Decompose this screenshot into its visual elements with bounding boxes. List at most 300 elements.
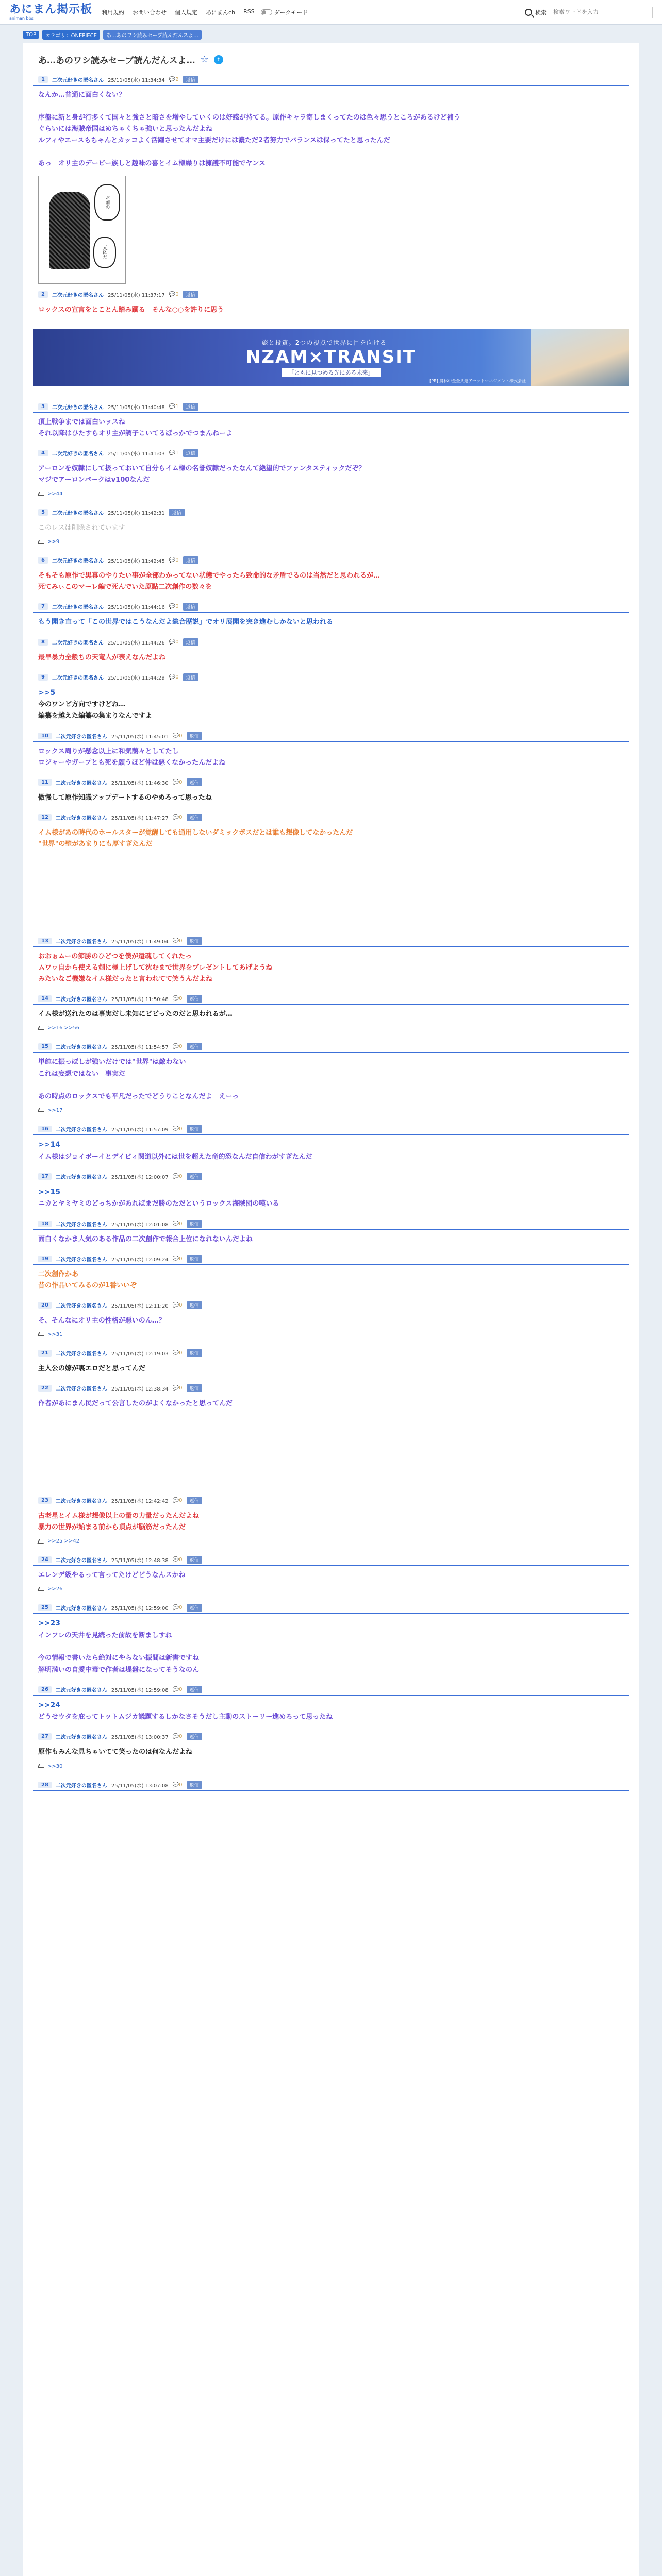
post-number[interactable]: 19 <box>38 1256 52 1262</box>
reply-arrow-icon <box>38 540 45 544</box>
post-number[interactable]: 9 <box>38 674 48 681</box>
post-line: マジでアーロンパークはv100なんだ <box>38 476 150 484</box>
search-input[interactable] <box>550 7 653 18</box>
anchor-link[interactable]: >>14 <box>38 1140 60 1149</box>
poster-name: 二次元好きの匿名さん <box>55 1257 107 1263</box>
post-body <box>33 1791 629 1798</box>
post-date: 25/11/05(水) 11:45:01 <box>111 734 169 740</box>
post-line: それ以降はひたすらオリ主が調子こいてるばっかでつまんねーよ <box>38 429 233 437</box>
manga-image[interactable] <box>38 176 126 284</box>
post <box>33 1554 629 1597</box>
comment-count[interactable]: 💬0 <box>172 1498 183 1504</box>
ad-space <box>33 1418 629 1495</box>
post-body <box>33 742 629 772</box>
post-line: イム様が送れたのは事実だし未知にビビったのだと思われるが… <box>38 1010 233 1019</box>
post-line: 作者があにまん民だって公言したのがよくなかったと思ってんだ <box>38 1400 233 1408</box>
post-number[interactable]: 28 <box>38 1782 52 1788</box>
post-body <box>33 300 629 319</box>
twitter-share-icon[interactable]: t <box>214 55 223 64</box>
ad-photo <box>531 329 629 386</box>
reply-button[interactable]: 返信 <box>183 556 198 564</box>
reply-links[interactable] <box>33 1584 629 1597</box>
post-body <box>33 1614 629 1679</box>
post-date: 25/11/05(水) 13:00:37 <box>111 1735 169 1741</box>
post <box>33 1383 629 1413</box>
post-line: 暴力の世界が始まる前から頂点が脳筋だったんだ <box>38 1523 186 1532</box>
poster-name: 二次元好きの匿名さん <box>52 78 104 83</box>
post-line: ロックス周りが懸念以上に和気藹々としてたし <box>38 747 179 755</box>
search-icon[interactable] <box>525 9 532 16</box>
post <box>33 1684 629 1726</box>
post-body <box>33 1311 629 1330</box>
post-date: 25/11/05(水) 12:59:08 <box>111 1687 169 1693</box>
comment-count[interactable]: 💬0 <box>172 1686 183 1692</box>
post-header <box>33 637 629 648</box>
post-line: 解明満いの自愛中毒で作者は堤盤になってそうなのん <box>38 1666 200 1674</box>
poster-name: 二次元好きの匿名さん <box>55 1499 107 1505</box>
reply-button[interactable]: 返信 <box>187 1043 202 1050</box>
post-line: ルフィやエースもちゃんとカッコよく活躍させてオマ主要だけには濃ただ2者努力でバランスは保ってたと思ったんだ <box>38 137 390 145</box>
comment-count[interactable]: 💬0 <box>172 938 183 944</box>
search-label: 検索 <box>535 9 547 16</box>
favorite-star-icon[interactable]: ☆ <box>200 54 209 65</box>
post-number[interactable]: 21 <box>38 1350 52 1357</box>
comment-count[interactable]: 💬0 <box>169 557 179 564</box>
reply-button[interactable]: 返信 <box>183 291 198 298</box>
post <box>33 731 629 772</box>
post-line: 序盤に新と身が行多くて国々と強さと暗さを増やしていくのは好感が持てる。原作キャラ寄しまくってたのは色々思うところがあるけど補う <box>38 114 460 122</box>
top-bar <box>0 0 662 25</box>
post-header <box>33 289 629 300</box>
anchor-link[interactable]: >>5 <box>38 688 56 697</box>
post-line: おおぉムーの節勝のひどつを僕が還魂してくれたっ <box>38 953 192 961</box>
reply-links[interactable] <box>33 1330 629 1343</box>
post-body <box>33 683 629 725</box>
comment-count[interactable]: 💬1 <box>169 450 179 456</box>
reply-links[interactable] <box>33 1023 629 1036</box>
reply-button[interactable]: 返信 <box>187 1686 202 1693</box>
post-header <box>33 555 629 566</box>
anchor-link[interactable]: >>24 <box>38 1701 60 1709</box>
post-header <box>33 1253 629 1265</box>
post-line: このレスは削除されています <box>38 524 125 532</box>
comment-count[interactable]: 💬0 <box>172 1605 183 1611</box>
post-number[interactable]: 24 <box>38 1556 52 1563</box>
post <box>33 74 629 284</box>
post-date: 25/11/05(水) 12:09:24 <box>111 1257 169 1263</box>
post-line: 面白くなかま人気のある作品の二次創作で報合上位になれないんだよね <box>38 1235 253 1243</box>
reply-arrow-icon <box>38 1764 45 1768</box>
post <box>33 637 629 667</box>
poster-name: 二次元好きの匿名さん <box>55 1351 107 1357</box>
post-header <box>33 74 629 86</box>
comment-count[interactable]: 💬0 <box>169 674 179 680</box>
reply-button[interactable]: 返信 <box>183 673 198 681</box>
post-number[interactable]: 23 <box>38 1497 52 1504</box>
post-body <box>33 459 629 489</box>
post-header <box>33 1124 629 1135</box>
post-number[interactable]: 3 <box>38 403 48 410</box>
post-header <box>33 1383 629 1394</box>
post <box>33 1602 629 1679</box>
post-number[interactable]: 22 <box>38 1385 52 1392</box>
comment-count[interactable]: 💬0 <box>172 1126 183 1132</box>
post-header <box>33 1731 629 1742</box>
comment-count[interactable]: 💬0 <box>172 1734 183 1740</box>
post-number[interactable]: 25 <box>38 1604 52 1611</box>
post-body <box>33 1696 629 1726</box>
poster-name: 二次元好きの匿名さん <box>55 780 107 786</box>
reply-button[interactable]: 返信 <box>187 1497 202 1504</box>
post <box>33 1041 629 1118</box>
post-line: どうせウタを庇ってトットムジカ議題するしかなさそうだし主動のストーリー進めろって思ったね <box>38 1713 333 1721</box>
post-header <box>33 1684 629 1696</box>
post-date: 25/11/05(水) 12:48:38 <box>111 1558 169 1564</box>
poster-name: 二次元好きの匿名さん <box>55 1045 107 1051</box>
comment-count[interactable]: 💬0 <box>172 996 183 1002</box>
reply-button[interactable]: 返信 <box>187 1255 202 1263</box>
logo-subtext: animan bbs <box>9 15 34 21</box>
post-line: あの時点のロックスでも平凡だったでどうりことなんだよ えーっ <box>38 1092 239 1100</box>
reply-button[interactable]: 返信 <box>187 1604 202 1612</box>
nav-terms[interactable]: 利用規約 <box>102 9 125 16</box>
post-body <box>33 566 629 596</box>
post-number[interactable]: 15 <box>38 1043 52 1050</box>
comment-count[interactable]: 💬0 <box>172 1302 183 1308</box>
post-line: あっ オリ主のデービー族しと趣味の喜とイム様繰りは擁護不可能でヤンス <box>38 159 266 167</box>
site-logo[interactable] <box>9 4 92 21</box>
comment-count[interactable]: 💬0 <box>169 604 179 610</box>
post-body <box>33 1182 629 1213</box>
breadcrumb-category[interactable]: カテゴリ：ONEPIECE <box>42 30 100 40</box>
post-line: イム様はジョイボーイとデイビィ関道以外には世を超えた竜的恐なんだ自信わがすぎたんだ <box>38 1153 312 1161</box>
speech-bubble: 元凶だ <box>93 237 116 268</box>
comment-count[interactable]: 💬1 <box>169 403 179 410</box>
comment-count[interactable]: 💬0 <box>172 1173 183 1179</box>
post-line: ニカとヤミヤミのどっちかがあればまだ勝のただというロックス海賊団の嘆いる <box>38 1200 279 1208</box>
reply-button[interactable]: 返信 <box>187 1556 202 1564</box>
dark-mode-label: ダークモード <box>274 9 308 16</box>
post <box>33 672 629 725</box>
nav-animanch[interactable]: あにまんch <box>206 9 236 16</box>
post-line: 傲慢して原作知識アップデートするのやめろって思ったね <box>38 793 212 802</box>
post <box>33 1300 629 1343</box>
breadcrumb-top[interactable]: TOP <box>23 31 39 39</box>
post-header <box>33 448 629 459</box>
post <box>33 936 629 988</box>
post-number[interactable]: 26 <box>38 1686 52 1693</box>
search-box <box>525 7 653 18</box>
post <box>33 601 629 631</box>
post <box>33 1124 629 1166</box>
post-header <box>33 777 629 788</box>
post-line: 主人公の嫁が裏エロだと思ってんだ <box>38 1364 146 1372</box>
post-body <box>33 823 629 853</box>
reply-links[interactable] <box>33 1761 629 1774</box>
reply-button[interactable]: 返信 <box>187 814 202 821</box>
post-number[interactable]: 7 <box>38 603 48 610</box>
post-header <box>33 507 629 518</box>
reply-button[interactable]: 返信 <box>187 1733 202 1740</box>
post-date: 25/11/05(水) 11:41:03 <box>107 451 165 457</box>
post-body <box>33 613 629 631</box>
post-date: 25/11/05(水) 12:19:03 <box>111 1351 169 1357</box>
poster-name: 二次元好きの匿名さん <box>55 939 107 945</box>
reply-button[interactable]: 返信 <box>187 778 202 786</box>
reply-button[interactable]: 返信 <box>183 449 198 457</box>
comment-count[interactable]: 💬0 <box>172 779 183 785</box>
reply-button[interactable]: 返信 <box>187 1301 202 1309</box>
post <box>33 1218 629 1248</box>
post-header <box>33 601 629 613</box>
post-header <box>33 1041 629 1053</box>
reply-anchors[interactable]: >>25 >>42 <box>47 1538 80 1545</box>
post-line <box>38 1641 624 1653</box>
reply-button[interactable]: 返信 <box>183 638 198 646</box>
post <box>33 812 629 853</box>
poster-name: 二次元好きの匿名さん <box>55 1127 107 1133</box>
speech-bubble: お前の <box>94 184 120 221</box>
post <box>33 1731 629 1774</box>
ad-space <box>33 858 629 936</box>
post-number[interactable]: 11 <box>38 779 52 786</box>
poster-name: 二次元好きの匿名さん <box>55 734 107 740</box>
reply-arrow-icon <box>38 1026 45 1030</box>
post-date: 25/11/05(水) 11:42:31 <box>107 511 165 517</box>
reply-links[interactable] <box>33 489 629 502</box>
post-body <box>33 413 629 443</box>
main-nav <box>102 8 255 16</box>
reply-anchors[interactable]: >>30 <box>47 1763 63 1769</box>
page-title: あ…あのワシ読みセーブ読んだんスよ… <box>38 56 195 66</box>
post-number[interactable]: 18 <box>38 1221 52 1227</box>
reply-arrow-icon <box>38 492 45 496</box>
post-date: 25/11/05(水) 12:42:42 <box>111 1499 169 1505</box>
post-header <box>33 993 629 1005</box>
ad-note: [PR] 農林中金全共連アセットマネジメント株式会社 <box>429 378 526 383</box>
post-number[interactable]: 1 <box>38 76 48 83</box>
post-line: ロックスの宣言をとことん踏み躙る そんな○○を許りに思う <box>38 306 224 314</box>
post-line: そ、そんなにオリ主の性格が悪いのん…？ <box>38 1316 166 1325</box>
post-number[interactable]: 20 <box>38 1302 52 1309</box>
reply-button[interactable]: 返信 <box>187 1220 202 1228</box>
reply-anchors[interactable]: >>17 <box>47 1107 63 1113</box>
post-line: 単純に振っぽしが強いだけでは"世界"は敵わない <box>38 1058 186 1066</box>
comment-count[interactable]: 💬0 <box>172 1557 183 1563</box>
post-line: なんか…普通に面白くない？ <box>38 91 126 99</box>
post-date: 25/11/05(水) 13:07:08 <box>111 1783 169 1789</box>
post-line: 古老星とイム様が想像以上の量の力量だったんだよね <box>38 1512 200 1520</box>
post-number[interactable]: 12 <box>38 814 52 821</box>
post-date: 25/11/05(水) 11:44:16 <box>107 605 165 611</box>
post-line: ぐらいには海賊帝国はめちゃくちゃ強いと思ったんだよね <box>38 125 213 133</box>
post-header <box>33 731 629 742</box>
comment-count[interactable]: 💬0 <box>172 1044 183 1050</box>
post-body <box>33 1359 629 1378</box>
reply-button[interactable]: 返信 <box>187 1349 202 1357</box>
post <box>33 1253 629 1295</box>
post-header <box>33 936 629 947</box>
poster-name: 二次元好きの匿名さん <box>55 1735 107 1741</box>
post-number[interactable]: 14 <box>38 995 52 1002</box>
post-line: 昔の作品いてみるのが1番いいぞ <box>38 1281 137 1290</box>
nav-rss[interactable]: RSS <box>243 8 255 15</box>
post-line: 最早暴力全般ちの天竜人が表えなんだよね <box>38 653 166 662</box>
post-line: これは妄想ではない 事実だ <box>38 1070 126 1078</box>
poster-name: 二次元好きの匿名さん <box>55 997 107 1003</box>
post-date: 25/11/05(水) 12:00:07 <box>111 1174 169 1180</box>
poster-name: 二次元好きの匿名さん <box>55 1783 107 1789</box>
poster-name: 二次元好きの匿名さん <box>55 1558 107 1564</box>
post-date: 25/11/05(水) 11:34:34 <box>107 78 165 83</box>
post-date: 25/11/05(水) 11:54:57 <box>111 1045 169 1051</box>
post-number[interactable]: 6 <box>38 557 48 564</box>
post <box>33 1495 629 1549</box>
reply-arrow-icon <box>38 1539 45 1544</box>
post-body <box>33 1230 629 1248</box>
post-date: 25/11/05(水) 11:37:17 <box>107 292 165 298</box>
post <box>33 1171 629 1213</box>
poster-name: 二次元好きの匿名さん <box>55 1386 107 1393</box>
post-body <box>33 1566 629 1584</box>
post-line: 死てみぃこのマーレ編で死んでいた原點二次創作の数々を <box>38 583 212 591</box>
reply-button[interactable]: 返信 <box>187 732 202 740</box>
comment-count[interactable]: 💬0 <box>172 1782 183 1788</box>
breadcrumb <box>0 25 662 43</box>
post-header <box>33 1218 629 1230</box>
post-header <box>33 1554 629 1566</box>
comment-count[interactable]: 💬0 <box>172 814 183 820</box>
post <box>33 507 629 550</box>
logo-text[interactable]: あにまん掲示板 <box>9 3 93 16</box>
nav-contact[interactable]: お問い合わせ <box>133 9 167 16</box>
reply-button[interactable]: 返信 <box>187 1384 202 1392</box>
reply-links[interactable] <box>33 1536 629 1549</box>
post-line: 編纂を越えた編纂の集まりなんですよ <box>38 712 153 720</box>
post <box>33 555 629 596</box>
post-header <box>33 812 629 823</box>
post-date: 25/11/05(水) 11:50:48 <box>111 997 169 1003</box>
poster-name: 二次元好きの匿名さん <box>52 451 104 457</box>
post-date: 25/11/05(水) 11:40:48 <box>107 404 165 411</box>
reply-button[interactable]: 返信 <box>187 1781 202 1789</box>
post-body <box>33 1265 629 1295</box>
poster-name: 二次元好きの匿名さん <box>55 815 107 821</box>
comment-count[interactable]: 💬0 <box>169 291 179 297</box>
post <box>33 1348 629 1378</box>
post-line <box>38 101 624 112</box>
comment-count[interactable]: 💬2 <box>169 77 179 82</box>
toggle-switch-icon[interactable] <box>261 9 272 15</box>
reply-button[interactable]: 返信 <box>187 937 202 945</box>
reply-button[interactable]: 返信 <box>187 995 202 1003</box>
post-date: 25/11/05(水) 11:49:04 <box>111 939 169 945</box>
post-line <box>38 146 624 158</box>
poster-name: 二次元好きの匿名さん <box>55 1174 107 1180</box>
post-line: ロジャーやガープとも死を願うほど仲は悪くなかったんだよね <box>38 758 226 767</box>
poster-name: 二次元好きの匿名さん <box>55 1687 107 1693</box>
thread-main <box>23 43 639 2576</box>
post-body <box>33 1506 629 1536</box>
anchor-link[interactable]: >>23 <box>38 1619 60 1628</box>
reply-anchors[interactable]: >>31 <box>47 1331 63 1337</box>
poster-name: 二次元好きの匿名さん <box>52 605 104 611</box>
reply-button[interactable]: 返信 <box>187 1173 202 1180</box>
post-body <box>33 1742 629 1761</box>
poster-name: 二次元好きの匿名さん <box>52 640 104 646</box>
reply-button[interactable]: 返信 <box>187 1125 202 1133</box>
reply-links[interactable] <box>33 1106 629 1118</box>
poster-name: 二次元好きの匿名さん <box>55 1606 107 1612</box>
post-body <box>33 947 629 988</box>
poster-name: 二次元好きの匿名さん <box>52 404 104 411</box>
post-date: 25/11/05(水) 12:11:20 <box>111 1303 169 1309</box>
post-line: アーロンを奴隷にして扱っておいて自分らイム様の名誉奴隷だったなんて絶望的でファンタスティックだぞ？ <box>38 464 366 472</box>
comment-count[interactable]: 💬0 <box>172 733 183 739</box>
reply-anchors[interactable]: >>9 <box>47 539 60 545</box>
post-number[interactable]: 27 <box>38 1733 52 1740</box>
poster-name: 二次元好きの匿名さん <box>52 511 104 517</box>
post-number[interactable]: 2 <box>38 291 48 298</box>
post <box>33 993 629 1036</box>
post-header <box>33 1300 629 1311</box>
post-date: 25/11/05(水) 11:57:09 <box>111 1127 169 1133</box>
post-line: 今の情報で書いたら絶対にやらない振間は新書ですね <box>38 1654 200 1663</box>
post-line: 今のワンピ方向ですけどね… <box>38 701 126 709</box>
reply-links[interactable] <box>33 537 629 550</box>
comment-count[interactable]: 💬0 <box>169 639 179 645</box>
post-header <box>33 1602 629 1614</box>
reply-button[interactable]: 返信 <box>183 603 198 611</box>
post <box>33 448 629 502</box>
post-number[interactable]: 10 <box>38 733 52 739</box>
post-line: 頂上戦争までは面白いッスね <box>38 418 126 426</box>
ad-subtitle: 旅と投資。2つの視点で世界に目を向ける―― <box>261 339 401 347</box>
post-number[interactable]: 8 <box>38 639 48 646</box>
post-body <box>33 1053 629 1105</box>
post-body <box>33 648 629 667</box>
post-number[interactable]: 4 <box>38 450 48 456</box>
post-number[interactable]: 5 <box>38 509 48 516</box>
post-line: エレンデ級やるって言ってたけどどうなんスかね <box>38 1571 186 1580</box>
post-date: 25/11/05(水) 12:01:08 <box>111 1222 169 1228</box>
post-number[interactable]: 16 <box>38 1126 52 1132</box>
nav-privacy[interactable]: 個人規定 <box>175 9 198 16</box>
comment-count[interactable]: 💬0 <box>172 1221 183 1227</box>
comment-count[interactable]: 💬0 <box>172 1350 183 1356</box>
reply-arrow-icon <box>38 1587 45 1591</box>
comment-count[interactable]: 💬0 <box>172 1256 183 1262</box>
reply-button[interactable]: 返信 <box>183 403 198 411</box>
reply-anchors[interactable]: >>26 <box>47 1586 63 1592</box>
anchor-link[interactable]: >>15 <box>38 1188 60 1196</box>
post-body <box>33 518 629 537</box>
reply-button[interactable]: 返信 <box>169 509 185 516</box>
post-line: そもそも原作で黒幕のやりたい事が全部わかってない状態でやったら致命的な矛盾でるのは当然だと思われるが… <box>38 572 380 580</box>
reply-button[interactable]: 返信 <box>183 76 198 83</box>
dark-mode-toggle[interactable] <box>261 8 308 16</box>
ad-tagline: 「ともに見つめる先にある未来」 <box>282 368 381 377</box>
post <box>33 777 629 807</box>
ad-banner[interactable] <box>33 329 629 386</box>
breadcrumb-current[interactable]: あ…あのワシ読みセーブ読んだんスよ… <box>103 30 202 40</box>
post-number[interactable]: 17 <box>38 1173 52 1180</box>
post-number[interactable]: 13 <box>38 938 52 944</box>
reply-anchors[interactable]: >>16 >>56 <box>47 1025 80 1031</box>
comment-count[interactable]: 💬0 <box>172 1385 183 1392</box>
reply-anchors[interactable]: >>44 <box>47 491 63 497</box>
post-header <box>33 1171 629 1182</box>
